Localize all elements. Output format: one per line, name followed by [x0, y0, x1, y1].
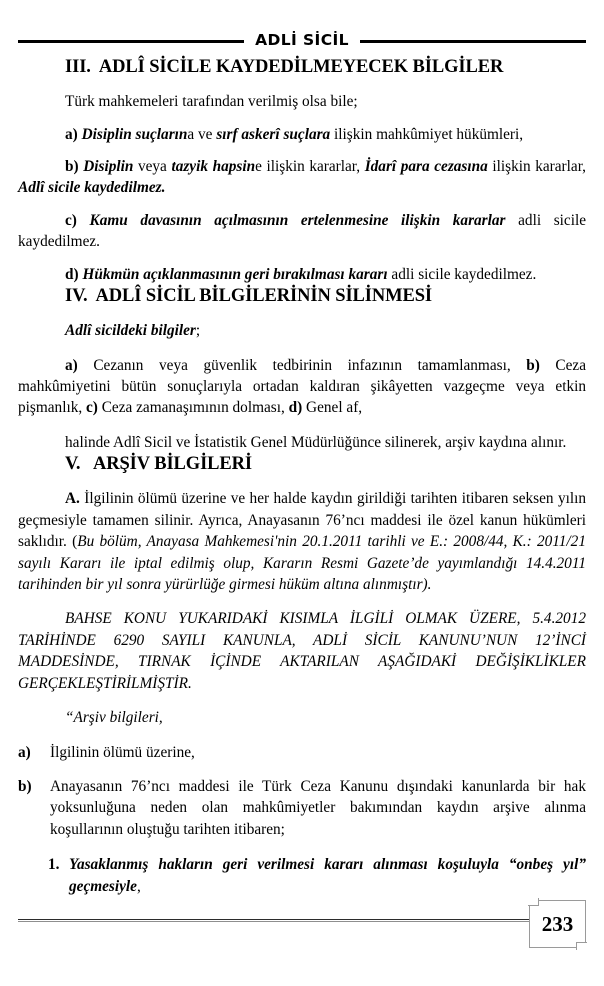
item-b-em3: İdarî para cezasına	[364, 158, 488, 175]
page-footer	[18, 900, 586, 946]
running-header	[18, 26, 586, 56]
list-item-marker: a)	[18, 743, 31, 761]
numbered-list-item	[48, 854, 586, 897]
item-b-em2: tazyik hapsin	[171, 158, 256, 175]
section-iii-item-a	[18, 124, 586, 145]
numbered-item-em2: geçmesiyle	[69, 877, 137, 895]
archive-subconditions-list	[18, 854, 586, 897]
section-v-quote-title	[18, 707, 586, 728]
item-b-em1: Disiplin	[83, 158, 134, 175]
iv-d-text: Genel af,	[302, 399, 363, 417]
item-d-em1: Hükmün açıklanmasının geri bırakılması kararı	[82, 265, 388, 283]
section-v-amendment-notice: BAHSE KONU YUKARIDAKİ KISIMLA İLGİLİ OLMAK ÜZERE, 5.4.2012 TARİHİNDE 6290 SAYILI KANUNLA, ADLİ SİCİL KANUNU’NUN 12’İNCİ MADDESİNDE, TIRNAK İÇİNDE AKTARILAN AŞAĞIDAKİ DEĞİŞİKLİKLER GERÇEKLEŞTİRİLMİŞTİR.	[18, 610, 586, 692]
list-item-marker: b)	[18, 777, 32, 795]
archive-conditions-list	[18, 742, 586, 841]
section-heading-iv: IV. ADLÎ SİCİL BİLGİLERİNİN SİLİNMESİ	[65, 286, 433, 307]
document-page	[0, 26, 604, 986]
iv-b-text: Ceza mahkûmiyetini bütün sonuçlarıyla ortadan kaldıran şikâyetten vazgeçme veya etkin pişmanlık,	[18, 356, 586, 417]
para-a-citation: Bu bölüm, Anayasa Mahkemesi'nin 20.1.2011 tarihli ve E.: 2008/44, K.: 2011/21 sayılı Kararı ile iptal edilmiş olup, Kararın Resmi Gazete’de yayımlandığı 14.4.2011 tarihinden bir yıl sonra yürürlüğe girmesi hüküm altına alınmıştır).	[18, 533, 586, 594]
item-b-t1: veya	[133, 158, 172, 175]
iv-c-text: Ceza zamanaşımının dolması,	[97, 399, 289, 417]
section-iv-lead-tail: ;	[195, 322, 201, 340]
footer-rule	[18, 919, 534, 922]
section-iii-intro: Türk mahkemeleri tarafından verilmiş olsa bile;	[65, 93, 358, 111]
item-b-t3: ilişkin kararlar,	[487, 158, 586, 175]
numbered-item-quoted: “onbeş yıl”	[508, 856, 586, 874]
iv-a-text: Cezanın veya güvenlik tedbirinin infazının tamamlanması,	[77, 356, 527, 374]
numbered-item-text	[69, 854, 586, 897]
section-iv-lead-em: Adlî sicildeki bilgiler	[65, 322, 196, 340]
item-a-em1: Disiplin suçların	[81, 125, 188, 143]
header-rule-right	[360, 40, 586, 43]
item-a-t1: a ve	[187, 125, 217, 143]
numbered-item-tail: ,	[136, 877, 141, 895]
list-item	[18, 776, 586, 840]
section-heading-iii: III. ADLÎ SİCİLE KAYDEDİLMEYECEK BİLGİLER	[65, 57, 504, 77]
numbered-item-marker: 1.	[48, 856, 60, 874]
list-item	[18, 742, 586, 763]
page-number-box	[529, 900, 586, 948]
section-iv-closing: halinde Adlî Sicil ve İstatistik Genel Müdürlüğünce silinerek, arşiv kaydına alınır.	[65, 433, 567, 451]
item-b-marker: b)	[65, 158, 79, 175]
item-b-t2: e ilişkin kararlar,	[255, 158, 365, 175]
item-c-marker: c)	[65, 211, 77, 229]
item-d-t1: adli sicile kaydedilmez.	[387, 265, 537, 283]
section-iv-lead	[18, 320, 586, 341]
item-a-t2: ilişkin mahkûmiyet hükümleri,	[330, 125, 524, 143]
item-a-marker: a)	[65, 125, 78, 143]
page-number: 233	[541, 911, 574, 936]
header-rule-left	[18, 40, 244, 43]
iv-c-marker: c)	[86, 399, 98, 417]
item-c-em1: Kamu davasının açılmasının ertelenmesine ilişkin kararlar	[89, 211, 506, 229]
para-a-text: İlgilinin ölümü üzerine ve her halde kaydın girildiği tarihten itibaren seksen yılın geçmesiyle tamamen silinir. Ayrıca, Anayasanın 76’ncı maddesi ile özel kanun hükümleri saklıdır. (	[18, 490, 586, 551]
iv-b-marker: b)	[526, 356, 540, 374]
item-b-em4: Adlî sicile kaydedilmez.	[18, 179, 166, 197]
list-item-text: Anayasanın 76’ncı maddesi ile Türk Ceza Kanunu dışındaki kanunlarda bir hak yoksunluğuna neden olan mahkûmiyetler bakımından kaydın arşive alınma koşullarının oluştuğu tarihten itibaren;	[50, 777, 586, 838]
numbered-item-em1: Yasaklanmış hakların geri verilmesi kararı alınması koşuluyla	[69, 856, 509, 874]
item-c-t1: adli sicile kaydedilmez.	[18, 211, 586, 251]
section-heading-v: V. ARŞİV BİLGİLERİ	[65, 454, 253, 475]
iv-d-marker: d)	[288, 399, 303, 417]
section-iii-item-b	[18, 156, 586, 199]
item-a-em2: sırf askerî suçlara	[216, 125, 331, 143]
quote-title-text: “Arşiv bilgileri,	[65, 709, 163, 727]
para-a-marker: A.	[65, 490, 80, 508]
section-iii-item-d	[18, 264, 586, 285]
section-v-para-a	[18, 488, 586, 595]
section-iv-body	[18, 355, 586, 419]
list-item-text: İlgilinin ölümü üzerine,	[50, 743, 195, 761]
section-iii-item-c	[18, 210, 586, 253]
running-header-title: ADLİ SİCİL	[255, 31, 349, 50]
iv-a-marker: a)	[65, 356, 78, 374]
item-d-marker: d)	[65, 265, 79, 283]
